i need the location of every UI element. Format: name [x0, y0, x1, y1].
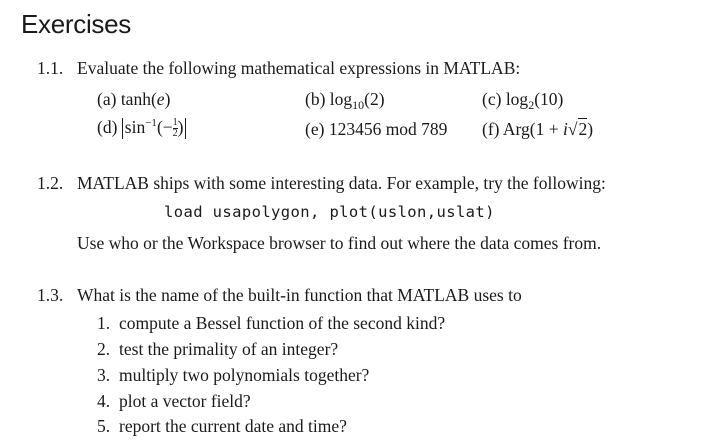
exercise-prompt: Evaluate the following mathematical expressions in MATLAB:	[77, 58, 521, 78]
exercise-prompt: What is the name of the built-in function that MATLAB uses to	[77, 285, 522, 305]
exercise-number: 1.2.	[37, 173, 64, 193]
item-number: 2.	[97, 339, 111, 359]
square-root-operand: 2	[578, 119, 588, 139]
imaginary-unit: i	[563, 119, 568, 139]
function-name: log	[505, 89, 529, 109]
item-text: multiply two polynomials together?	[119, 365, 370, 385]
item-label: (b)	[305, 89, 326, 109]
expression-f: (f) Arg(1 + i√2)	[482, 119, 594, 139]
function-argument: (10)	[534, 89, 564, 109]
item-number: 4.	[97, 391, 111, 411]
absolute-value: $\sin^{-1}(-$ $\frac{1}{2}$ )	[122, 118, 187, 139]
expression-c	[482, 89, 563, 110]
item-label: (e)	[305, 119, 325, 139]
closing-paren: )	[587, 119, 594, 139]
item-label: (a)	[97, 89, 117, 109]
item-label: (f)	[482, 119, 500, 139]
item-number: 3.	[97, 365, 111, 385]
log-base: 2	[528, 98, 535, 112]
item-text: report the current date and time?	[119, 416, 347, 436]
function-name: log	[329, 89, 353, 109]
item-number: 5.	[97, 416, 111, 436]
fraction-numerator: 1	[172, 117, 178, 129]
function-argument: e	[156, 89, 165, 109]
function-name: tanh	[120, 89, 151, 109]
expression-e	[305, 119, 447, 140]
list-item	[97, 416, 347, 437]
fraction-denominator: 2	[172, 128, 178, 140]
expression-b	[305, 89, 385, 110]
expression-d	[97, 117, 186, 139]
log-base: 10	[352, 98, 365, 112]
exercise-number: 1.1.	[37, 58, 64, 78]
exercise-prompt: MATLAB ships with some interesting data. For example, try the following:	[77, 173, 606, 193]
code-snippet: load usapolygon, plot(uslon,uslat)	[164, 203, 495, 221]
list-item	[97, 365, 369, 386]
item-text: compute a Bessel function of the second kind?	[119, 313, 446, 333]
item-label: (d)	[97, 117, 118, 137]
function-name: sin	[124, 117, 146, 137]
expression-a: (a) tanh(e)	[97, 89, 171, 109]
exercise-number: 1.3.	[37, 285, 64, 305]
list-item	[97, 391, 251, 412]
item-label: (c)	[482, 89, 502, 109]
section-heading: Exercises	[21, 9, 131, 39]
item-number: 1.	[97, 313, 111, 333]
fraction	[173, 118, 178, 139]
exercise-followup: Use who or the Workspace browser to find out where the data comes from.	[77, 233, 602, 253]
item-text: plot a vector field?	[119, 391, 251, 411]
modulo-expression: 123456 mod 789	[328, 119, 448, 139]
item-text: test the primality of an integer?	[119, 339, 339, 359]
inverse-superscript: −1	[145, 117, 157, 129]
function-name: Arg(1 +	[502, 119, 564, 139]
function-argument: (2)	[364, 89, 385, 109]
list-item	[97, 339, 338, 360]
list-item	[97, 313, 445, 334]
